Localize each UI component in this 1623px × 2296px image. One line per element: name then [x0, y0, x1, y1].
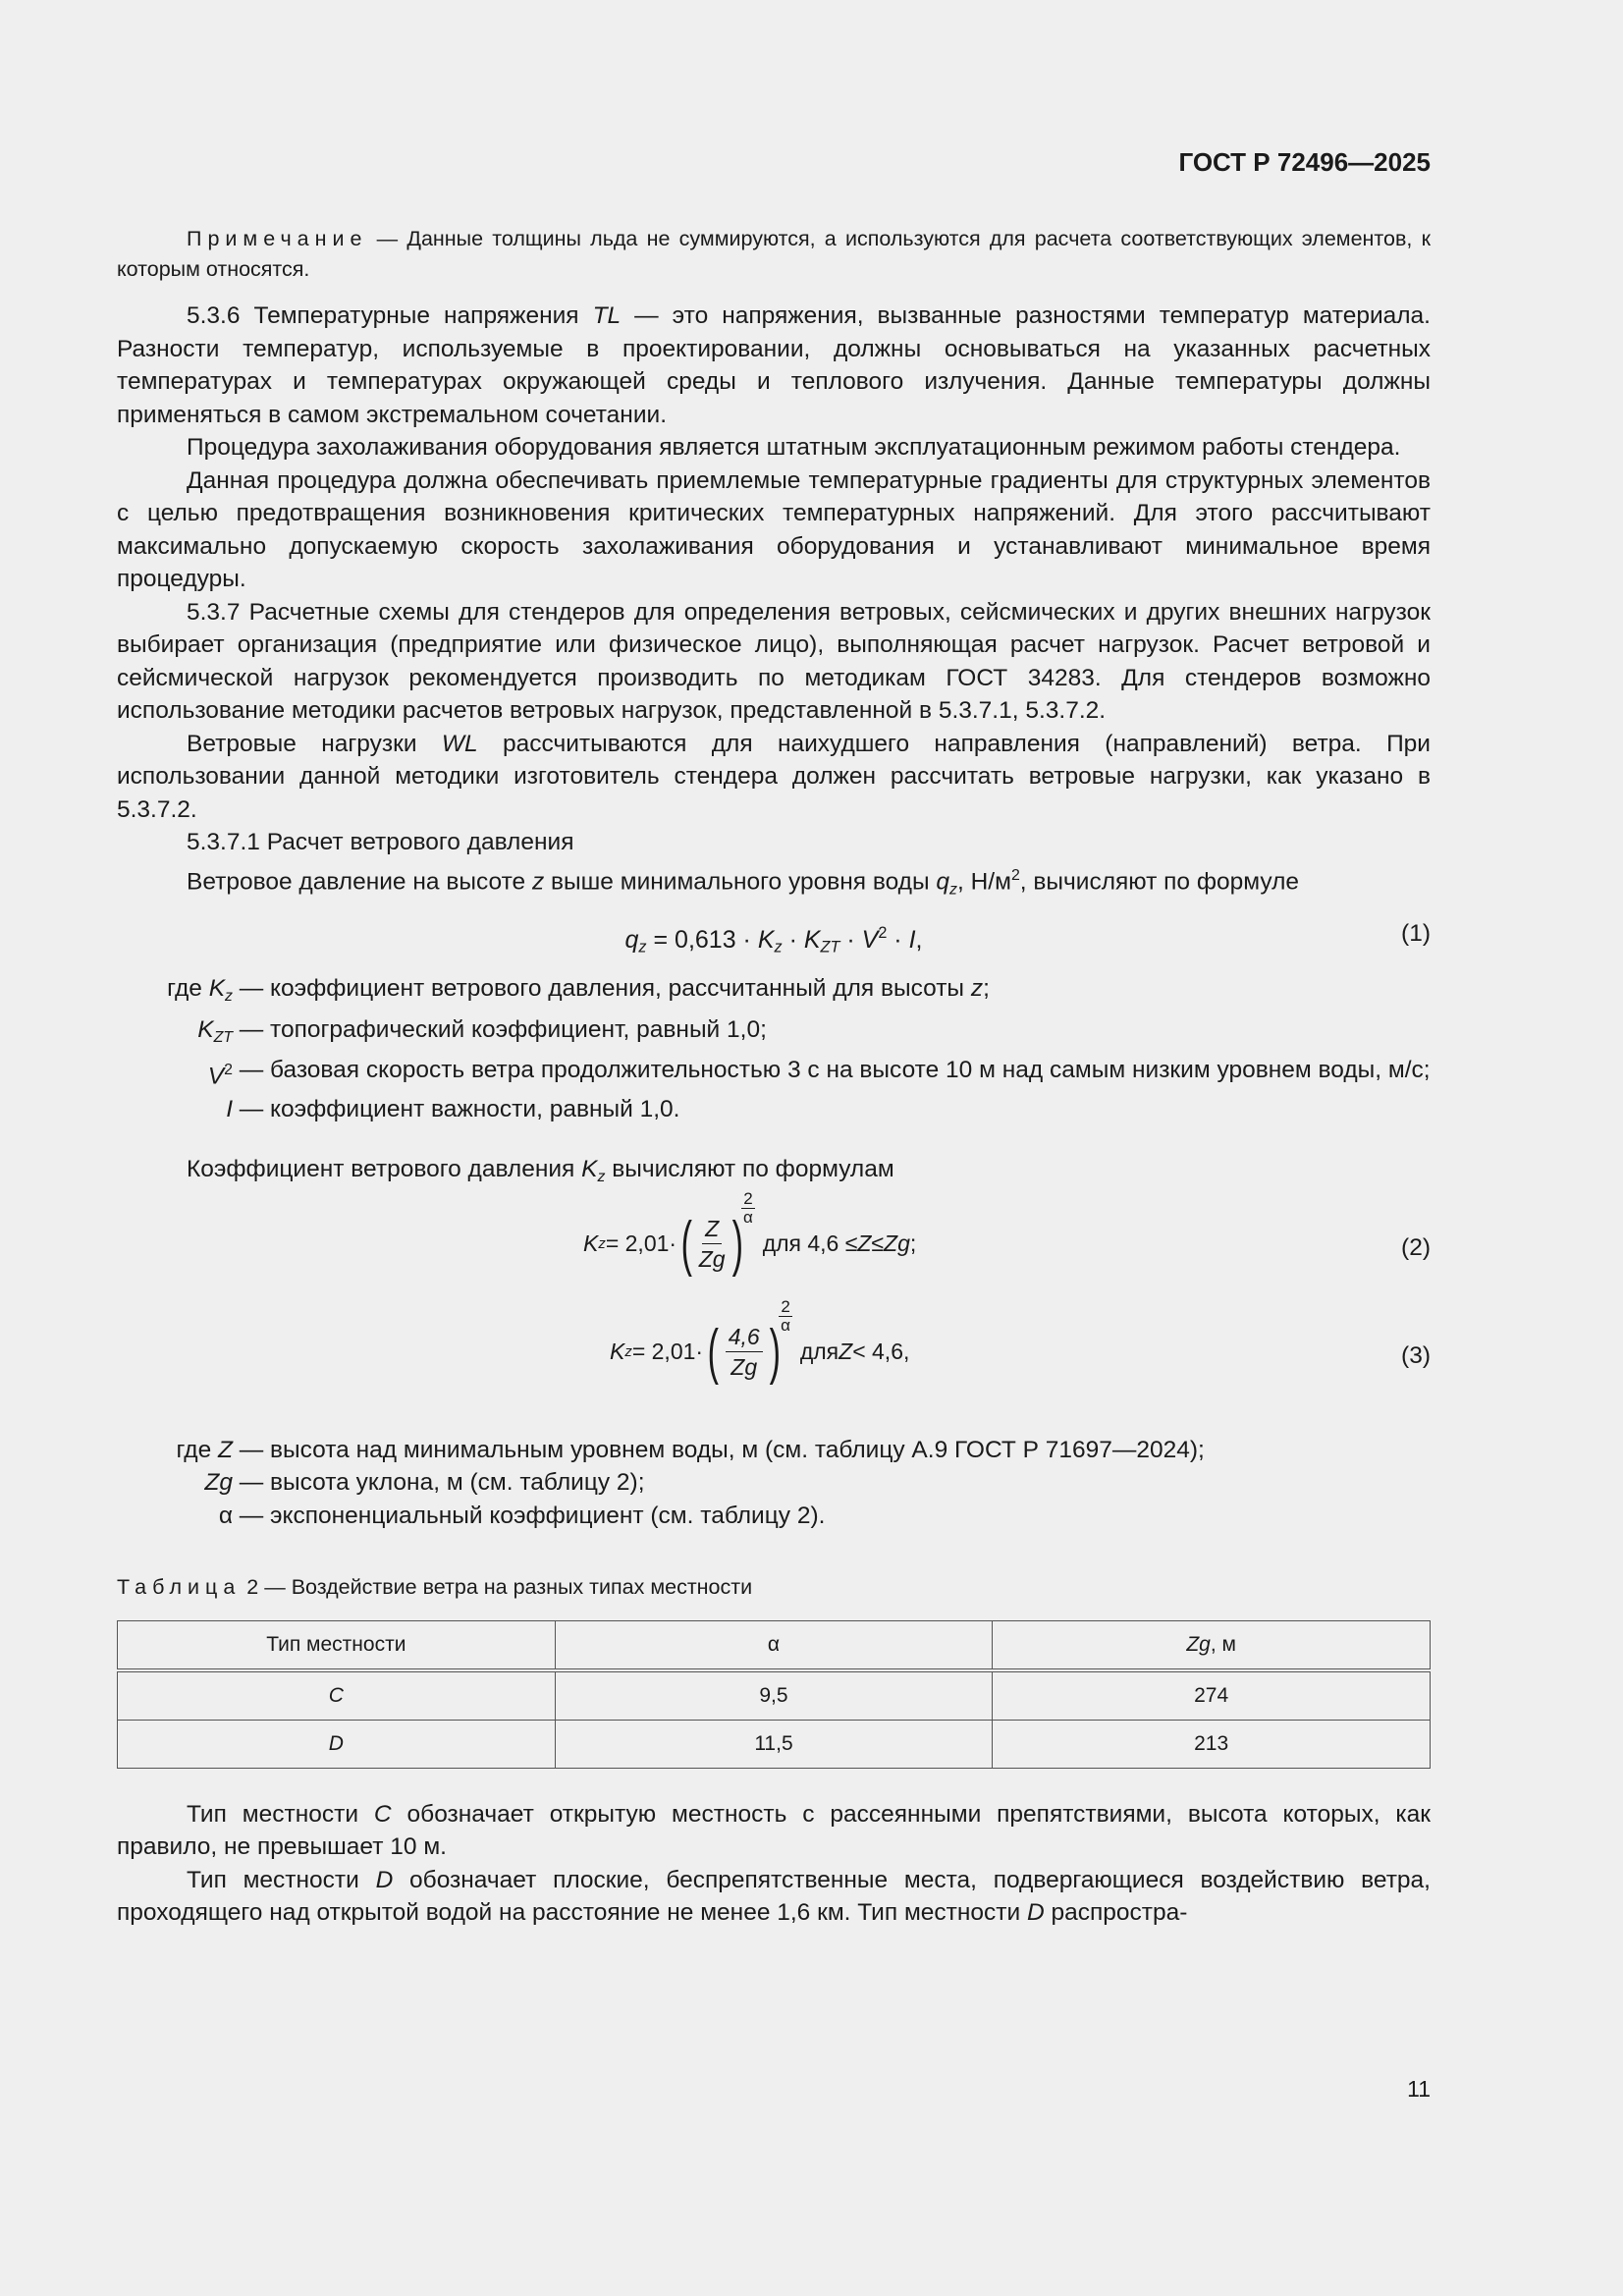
where-row-kzt: $K_{ZT}$ — топографический коэффициент, равный 1,0;	[197, 1015, 767, 1046]
header-alpha: α	[555, 1620, 993, 1670]
formula-2-expression: K z = 2,01· ( $\frac{Z}{Zg}$ ) 2 α для 4,6 ≤ Z ≤ Zg ;	[583, 1189, 917, 1278]
formula-3	[117, 1297, 1431, 1434]
where-list-2	[117, 1434, 1431, 1533]
clause-5-3-6: 5.3.6 Температурные напряжения TL — это напряжения, вызванные разностями температур материала. Разности температур, используемые в проектировании, должны основываться на указанных расчетных температурах и температурах окружающей среды и теплового излучения. Данные температуры должны применяться в самом экстремальном сочетании.	[117, 302, 1431, 428]
table-row: C 9,5 274	[118, 1670, 1431, 1721]
table-row: D 11,5 213	[118, 1720, 1431, 1768]
terrain-d-paragraph: Тип местности D обозначает плоские, беспрепятственные места, подвергающиеся воздействию ветра, проходящего над открытой водой на расстояние не менее 1,6 км. Тип местности D распростра-	[117, 1866, 1431, 1927]
table-caption: Таблица 2 — Воздействие ветра на разных типах местности	[117, 1575, 753, 1600]
where-row-alpha: α — экспоненциальный коэффициент (см. таблицу 2).	[218, 1502, 826, 1529]
cooling-paragraph-2: Данная процедура должна обеспечивать приемлемые температурные градиенты для структурных элементов с целью предотвращения возникновения критических температурных напряжений. Для этого рассчитывают максимально допускаемую скорость захолаживания оборудования и устанавливают минимальное время процедуры.	[117, 466, 1431, 592]
table-header-row	[118, 1620, 1431, 1670]
page-number: 11	[1407, 2076, 1431, 2102]
header-terrain-type: Тип местности	[118, 1620, 556, 1670]
kz-intro-paragraph: Коэффициент ветрового давления $K_z$ вычисляют по формулам	[187, 1156, 894, 1186]
terrain-c-paragraph: Тип местности C обозначает открытую местность с рассеянными препятствиями, высота которых, как правило, не превышает 10 м.	[117, 1800, 1432, 1861]
header-zg: Zg, м	[993, 1620, 1431, 1670]
where-row-zg: Zg — высота уклона, м (см. таблицу 2);	[204, 1469, 645, 1497]
standard-code: ГОСТ Р 72496—2025	[1178, 147, 1431, 177]
note-text: — Данные толщины льда не суммируются, а используются для расчета соответствующих элементов, к которым относятся.	[117, 227, 1431, 281]
note-block	[117, 224, 1431, 285]
where-row-i: I — коэффициент важности, равный 1,0.	[226, 1095, 680, 1122]
formula-3-number: (3)	[1401, 1341, 1431, 1369]
note-label: Примечание	[187, 227, 368, 250]
where-row-z: где Z — высота над минимальным уровнем воды, м (см. таблицу А.9 ГОСТ Р 71697—2024);	[176, 1436, 1205, 1463]
where-row-v2: $V^2$ — базовая скорость ветра продолжительностью 3 с на высоте 10 м над самым низким уровнем воды, м/с;	[207, 1056, 1431, 1090]
wind-loads-paragraph: Ветровые нагрузки WL рассчитываются для наихудшего направления (направлений) ветра. При использовании данной методики изготовитель стендера должен рассчитать ветровые нагрузки, как указано в 5.3.7.2.	[117, 730, 1431, 823]
clause-5-3-7-1: 5.3.7.1 Расчет ветрового давления	[187, 829, 574, 855]
formula-3-expression: K z = 2,01· ( $\frac{4,6}{Zg}$ ) 2 α для Z < 4,6,	[610, 1297, 910, 1386]
formula-1-expression: $q_z = 0,613 \cdot K_z \cdot K_{ZT} \cdot V^2 \cdot I$,	[624, 924, 923, 957]
formula-1	[117, 905, 1431, 966]
formula-2-number: (2)	[1401, 1233, 1431, 1261]
where-list-1	[117, 972, 1431, 1125]
formula-2	[117, 1189, 1431, 1318]
wind-pressure-paragraph: Ветровое давление на высоте z выше минимального уровня воды $q_z$, $Н/м^2$, вычисляют по формуле	[187, 866, 1300, 898]
main-text	[117, 300, 1431, 1930]
formula-1-number: (1)	[1401, 920, 1431, 948]
terrain-wind-table	[117, 1620, 1431, 1769]
where-row-kz: где $K_z$ — коэффициент ветрового давления, рассчитанный для высоты z;	[167, 975, 990, 1006]
clause-5-3-7: 5.3.7 Расчетные схемы для стендеров для определения ветровых, сейсмических и других внешних нагрузок выбирает организация (предприятие или физическое лицо), выполняющая расчет нагрузок. Расчет ветровой и сейсмической нагрузок рекомендуется производить по методикам ГОСТ 34283. Для стендеров возможно использование методики расчетов ветровых нагрузок, представленной в 5.3.7.1, 5.3.7.2.	[117, 598, 1431, 724]
cooling-paragraph-1: Процедура захолаживания оборудования является штатным эксплуатационным режимом работы стендера.	[187, 434, 1401, 461]
